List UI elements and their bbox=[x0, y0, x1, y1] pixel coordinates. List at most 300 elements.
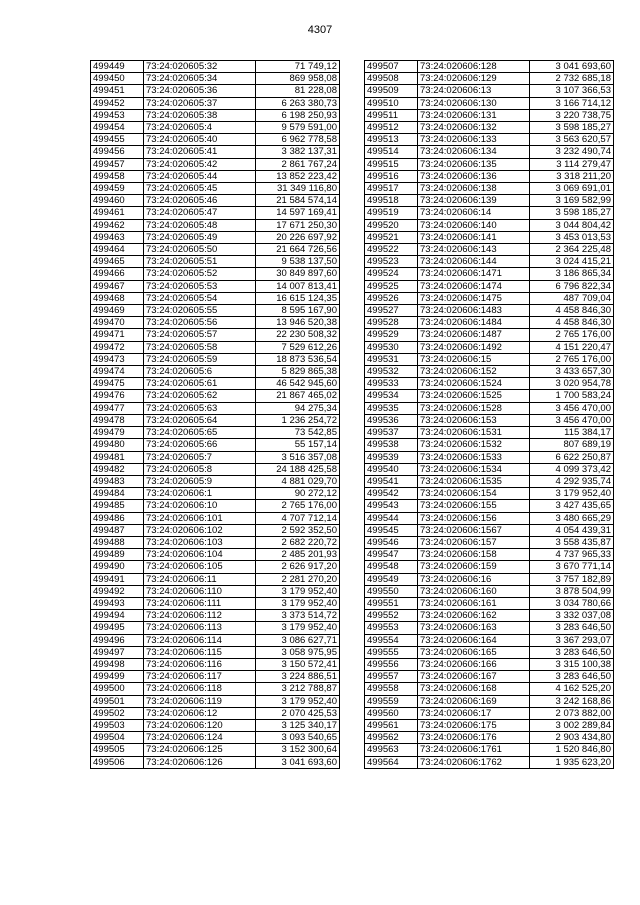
table-row bbox=[365, 427, 614, 439]
row-number: 499518 bbox=[365, 195, 418, 207]
row-number: 499472 bbox=[91, 341, 144, 353]
cadastral-value: 2 861 767,24 bbox=[256, 158, 340, 170]
cadastral-number: 73:24:020606:114 bbox=[144, 634, 256, 646]
cadastral-number: 73:24:020606:136 bbox=[418, 170, 530, 182]
cadastral-value: 3 453 013,53 bbox=[530, 231, 614, 243]
table-row bbox=[365, 244, 614, 256]
cadastral-number: 73:24:020605:37 bbox=[144, 97, 256, 109]
table-row bbox=[91, 109, 340, 121]
table-row bbox=[365, 183, 614, 195]
table-row bbox=[365, 170, 614, 182]
table-row bbox=[91, 536, 340, 548]
row-number: 499458 bbox=[91, 170, 144, 182]
table-row bbox=[91, 73, 340, 85]
cadastral-value: 807 689,19 bbox=[530, 439, 614, 451]
row-number: 499532 bbox=[365, 366, 418, 378]
table-row bbox=[365, 256, 614, 268]
table-row bbox=[91, 658, 340, 670]
table-row bbox=[365, 97, 614, 109]
cadastral-number: 73:24:020606:154 bbox=[418, 488, 530, 500]
row-number: 499558 bbox=[365, 683, 418, 695]
table-row bbox=[365, 329, 614, 341]
row-number: 499479 bbox=[91, 427, 144, 439]
row-number: 499556 bbox=[365, 658, 418, 670]
row-number: 499477 bbox=[91, 402, 144, 414]
cadastral-value: 3 024 415,21 bbox=[530, 256, 614, 268]
cadastral-number: 73:24:020606:118 bbox=[144, 683, 256, 695]
cadastral-number: 73:24:020606:117 bbox=[144, 671, 256, 683]
cadastral-number: 73:24:020606:16 bbox=[418, 573, 530, 585]
row-number: 499465 bbox=[91, 256, 144, 268]
cadastral-number: 73:24:020605:6 bbox=[144, 366, 256, 378]
cadastral-value: 9 538 137,50 bbox=[256, 256, 340, 268]
cadastral-value: 869 958,08 bbox=[256, 73, 340, 85]
cadastral-value: 3 179 952,40 bbox=[256, 597, 340, 609]
row-number: 499488 bbox=[91, 536, 144, 548]
table-row bbox=[91, 353, 340, 365]
cadastral-value: 3 093 540,65 bbox=[256, 732, 340, 744]
row-number: 499498 bbox=[91, 658, 144, 670]
cadastral-number: 73:24:020606:1492 bbox=[418, 341, 530, 353]
row-number: 499526 bbox=[365, 292, 418, 304]
cadastral-number: 73:24:020606:113 bbox=[144, 622, 256, 634]
cadastral-number: 73:24:020606:1534 bbox=[418, 463, 530, 475]
cadastral-number: 73:24:020606:155 bbox=[418, 500, 530, 512]
cadastral-value: 7 529 612,26 bbox=[256, 341, 340, 353]
cadastral-value: 21 584 574,14 bbox=[256, 195, 340, 207]
cadastral-number: 73:24:020605:62 bbox=[144, 390, 256, 402]
table-row bbox=[91, 683, 340, 695]
table-row bbox=[91, 244, 340, 256]
cadastral-number: 73:24:020606:102 bbox=[144, 524, 256, 536]
row-number: 499549 bbox=[365, 573, 418, 585]
cadastral-value: 4 151 220,47 bbox=[530, 341, 614, 353]
table-row bbox=[91, 512, 340, 524]
cadastral-value: 46 542 945,60 bbox=[256, 378, 340, 390]
row-number: 499509 bbox=[365, 85, 418, 97]
cadastral-value: 115 384,17 bbox=[530, 427, 614, 439]
cadastral-number: 73:24:020606:1483 bbox=[418, 305, 530, 317]
cadastral-number: 73:24:020605:58 bbox=[144, 341, 256, 353]
cadastral-number: 73:24:020606:1535 bbox=[418, 475, 530, 487]
table-row bbox=[365, 744, 614, 756]
cadastral-number: 73:24:020606:175 bbox=[418, 719, 530, 731]
table-row bbox=[91, 366, 340, 378]
cadastral-value: 3 020 954,78 bbox=[530, 378, 614, 390]
cadastral-value: 3 670 771,14 bbox=[530, 561, 614, 573]
cadastral-number: 73:24:020606:132 bbox=[418, 122, 530, 134]
cadastral-value: 18 873 536,54 bbox=[256, 353, 340, 365]
row-number: 499467 bbox=[91, 280, 144, 292]
row-number: 499483 bbox=[91, 475, 144, 487]
cadastral-value: 3 480 665,29 bbox=[530, 512, 614, 524]
cadastral-value: 4 292 935,74 bbox=[530, 475, 614, 487]
row-number: 499490 bbox=[91, 561, 144, 573]
cadastral-number: 73:24:020606:103 bbox=[144, 536, 256, 548]
cadastral-number: 73:24:020606:105 bbox=[144, 561, 256, 573]
table-row bbox=[91, 646, 340, 658]
row-number: 499517 bbox=[365, 183, 418, 195]
cadastral-value: 6 198 250,93 bbox=[256, 109, 340, 121]
cadastral-number: 73:24:020606:128 bbox=[418, 61, 530, 73]
table-row bbox=[91, 597, 340, 609]
row-number: 499486 bbox=[91, 512, 144, 524]
cadastral-value: 9 579 591,00 bbox=[256, 122, 340, 134]
table-row bbox=[365, 280, 614, 292]
row-number: 499511 bbox=[365, 109, 418, 121]
cadastral-number: 73:24:020606:120 bbox=[144, 719, 256, 731]
cadastral-value: 3 373 514,72 bbox=[256, 610, 340, 622]
table-row bbox=[91, 500, 340, 512]
table-row bbox=[365, 134, 614, 146]
cadastral-number: 73:24:020606:1525 bbox=[418, 390, 530, 402]
table-row bbox=[91, 280, 340, 292]
cadastral-number: 73:24:020606:125 bbox=[144, 744, 256, 756]
cadastral-value: 2 281 270,20 bbox=[256, 573, 340, 585]
cadastral-value: 3 169 582,99 bbox=[530, 195, 614, 207]
cadastral-number: 73:24:020605:64 bbox=[144, 414, 256, 426]
row-number: 499559 bbox=[365, 695, 418, 707]
cadastral-value: 4 707 712,14 bbox=[256, 512, 340, 524]
cadastral-number: 73:24:020606:156 bbox=[418, 512, 530, 524]
table-row bbox=[91, 329, 340, 341]
table-row bbox=[91, 219, 340, 231]
cadastral-number: 73:24:020605:47 bbox=[144, 207, 256, 219]
table-body-right bbox=[365, 61, 614, 769]
cadastral-value: 31 349 116,80 bbox=[256, 183, 340, 195]
row-number: 499461 bbox=[91, 207, 144, 219]
cadastral-number: 73:24:020606:11 bbox=[144, 573, 256, 585]
cadastral-value: 3 283 646,50 bbox=[530, 646, 614, 658]
cadastral-number: 73:24:020606:164 bbox=[418, 634, 530, 646]
row-number: 499494 bbox=[91, 610, 144, 622]
table-row bbox=[365, 634, 614, 646]
cadastral-value: 4 458 846,30 bbox=[530, 317, 614, 329]
cadastral-value: 5 829 865,38 bbox=[256, 366, 340, 378]
table-row bbox=[365, 463, 614, 475]
cadastral-value: 24 188 425,58 bbox=[256, 463, 340, 475]
cadastral-number: 73:24:020606:1531 bbox=[418, 427, 530, 439]
table-row bbox=[91, 256, 340, 268]
cadastral-value: 17 671 250,30 bbox=[256, 219, 340, 231]
cadastral-value: 2 592 352,50 bbox=[256, 524, 340, 536]
row-number: 499450 bbox=[91, 73, 144, 85]
cadastral-value: 3 283 646,50 bbox=[530, 671, 614, 683]
cadastral-value: 3 125 340,17 bbox=[256, 719, 340, 731]
table-row bbox=[91, 695, 340, 707]
table-row bbox=[365, 390, 614, 402]
row-number: 499525 bbox=[365, 280, 418, 292]
page-number: 4307 bbox=[307, 24, 333, 36]
row-number: 499563 bbox=[365, 744, 418, 756]
cadastral-value: 3 242 168,86 bbox=[530, 695, 614, 707]
row-number: 499451 bbox=[91, 85, 144, 97]
row-number: 499548 bbox=[365, 561, 418, 573]
table-row bbox=[365, 658, 614, 670]
row-number: 499463 bbox=[91, 231, 144, 243]
table-row bbox=[365, 549, 614, 561]
cadastral-number: 73:24:020606:13 bbox=[418, 85, 530, 97]
cadastral-value: 1 700 583,24 bbox=[530, 390, 614, 402]
table-row bbox=[91, 122, 340, 134]
table-row bbox=[91, 317, 340, 329]
row-number: 499529 bbox=[365, 329, 418, 341]
row-number: 499454 bbox=[91, 122, 144, 134]
cadastral-number: 73:24:020605:9 bbox=[144, 475, 256, 487]
register-table-right bbox=[364, 60, 614, 769]
row-number: 499507 bbox=[365, 61, 418, 73]
row-number: 499538 bbox=[365, 439, 418, 451]
row-number: 499515 bbox=[365, 158, 418, 170]
table-row bbox=[365, 646, 614, 658]
row-number: 499500 bbox=[91, 683, 144, 695]
table-body-left bbox=[91, 61, 340, 769]
cadastral-value: 8 595 167,90 bbox=[256, 305, 340, 317]
cadastral-value: 4 881 029,70 bbox=[256, 475, 340, 487]
cadastral-number: 73:24:020605:8 bbox=[144, 463, 256, 475]
table-row bbox=[91, 268, 340, 280]
cadastral-number: 73:24:020606:158 bbox=[418, 549, 530, 561]
cadastral-value: 3 232 490,74 bbox=[530, 146, 614, 158]
cadastral-number: 73:24:020606:112 bbox=[144, 610, 256, 622]
cadastral-number: 73:24:020605:65 bbox=[144, 427, 256, 439]
cadastral-number: 73:24:020605:40 bbox=[144, 134, 256, 146]
cadastral-number: 73:24:020606:160 bbox=[418, 585, 530, 597]
cadastral-value: 3 186 865,34 bbox=[530, 268, 614, 280]
register-table-left bbox=[90, 60, 340, 769]
table-row bbox=[365, 341, 614, 353]
cadastral-value: 3 283 646,50 bbox=[530, 622, 614, 634]
cadastral-number: 73:24:020606:168 bbox=[418, 683, 530, 695]
cadastral-value: 3 166 714,12 bbox=[530, 97, 614, 109]
row-number: 499506 bbox=[91, 756, 144, 768]
table-row bbox=[91, 439, 340, 451]
table-row bbox=[365, 85, 614, 97]
cadastral-value: 2 682 220,72 bbox=[256, 536, 340, 548]
row-number: 499471 bbox=[91, 329, 144, 341]
cadastral-number: 73:24:020606:135 bbox=[418, 158, 530, 170]
table-row bbox=[365, 268, 614, 280]
cadastral-number: 73:24:020605:38 bbox=[144, 109, 256, 121]
row-number: 499562 bbox=[365, 732, 418, 744]
row-number: 499523 bbox=[365, 256, 418, 268]
cadastral-number: 73:24:020606:1528 bbox=[418, 402, 530, 414]
table-row bbox=[91, 414, 340, 426]
cadastral-value: 3 152 300,64 bbox=[256, 744, 340, 756]
table-row bbox=[91, 341, 340, 353]
cadastral-number: 73:24:020606:144 bbox=[418, 256, 530, 268]
cadastral-number: 73:24:020605:51 bbox=[144, 256, 256, 268]
cadastral-value: 21 664 726,56 bbox=[256, 244, 340, 256]
cadastral-value: 3 318 211,20 bbox=[530, 170, 614, 182]
row-number: 499564 bbox=[365, 756, 418, 768]
row-number: 499516 bbox=[365, 170, 418, 182]
table-row bbox=[365, 439, 614, 451]
cadastral-number: 73:24:020605:66 bbox=[144, 439, 256, 451]
cadastral-value: 6 796 822,34 bbox=[530, 280, 614, 292]
row-number: 499466 bbox=[91, 268, 144, 280]
cadastral-number: 73:24:020605:7 bbox=[144, 451, 256, 463]
row-number: 499553 bbox=[365, 622, 418, 634]
cadastral-number: 73:24:020606:126 bbox=[144, 756, 256, 768]
table-row bbox=[365, 597, 614, 609]
table-row bbox=[91, 305, 340, 317]
table-row bbox=[365, 378, 614, 390]
table-row bbox=[365, 146, 614, 158]
table-row bbox=[91, 573, 340, 585]
cadastral-value: 3 179 952,40 bbox=[256, 695, 340, 707]
cadastral-number: 73:24:020606:1475 bbox=[418, 292, 530, 304]
table-row bbox=[91, 170, 340, 182]
table-row bbox=[365, 73, 614, 85]
row-number: 499557 bbox=[365, 671, 418, 683]
row-number: 499520 bbox=[365, 219, 418, 231]
table-row bbox=[91, 207, 340, 219]
table-row bbox=[91, 549, 340, 561]
row-number: 499482 bbox=[91, 463, 144, 475]
cadastral-value: 1 236 254,72 bbox=[256, 414, 340, 426]
table-row bbox=[365, 122, 614, 134]
row-number: 499524 bbox=[365, 268, 418, 280]
cadastral-value: 13 852 223,42 bbox=[256, 170, 340, 182]
cadastral-number: 73:24:020605:61 bbox=[144, 378, 256, 390]
table-row bbox=[91, 183, 340, 195]
row-number: 499546 bbox=[365, 536, 418, 548]
cadastral-number: 73:24:020606:111 bbox=[144, 597, 256, 609]
row-number: 499544 bbox=[365, 512, 418, 524]
cadastral-number: 73:24:020606:1474 bbox=[418, 280, 530, 292]
row-number: 499503 bbox=[91, 719, 144, 731]
table-row bbox=[91, 524, 340, 536]
row-number: 499487 bbox=[91, 524, 144, 536]
cadastral-value: 2 903 434,80 bbox=[530, 732, 614, 744]
cadastral-value: 3 041 693,60 bbox=[256, 756, 340, 768]
cadastral-number: 73:24:020606:1567 bbox=[418, 524, 530, 536]
row-number: 499530 bbox=[365, 341, 418, 353]
table-row bbox=[91, 732, 340, 744]
cadastral-value: 14 007 813,41 bbox=[256, 280, 340, 292]
cadastral-value: 4 737 965,33 bbox=[530, 549, 614, 561]
table-row bbox=[91, 231, 340, 243]
row-number: 499508 bbox=[365, 73, 418, 85]
cadastral-value: 13 946 520,38 bbox=[256, 317, 340, 329]
cadastral-value: 1 935 623,20 bbox=[530, 756, 614, 768]
cadastral-value: 3 563 620,57 bbox=[530, 134, 614, 146]
table-row bbox=[91, 463, 340, 475]
cadastral-number: 73:24:020606:1533 bbox=[418, 451, 530, 463]
cadastral-value: 2 485 201,93 bbox=[256, 549, 340, 561]
table-row bbox=[365, 561, 614, 573]
cadastral-number: 73:24:020606:110 bbox=[144, 585, 256, 597]
table-row bbox=[91, 402, 340, 414]
cadastral-value: 3 041 693,60 bbox=[530, 61, 614, 73]
row-number: 499539 bbox=[365, 451, 418, 463]
cadastral-number: 73:24:020605:46 bbox=[144, 195, 256, 207]
row-number: 499480 bbox=[91, 439, 144, 451]
cadastral-number: 73:24:020606:17 bbox=[418, 707, 530, 719]
row-number: 499512 bbox=[365, 122, 418, 134]
row-number: 499453 bbox=[91, 109, 144, 121]
table-row bbox=[365, 732, 614, 744]
cadastral-number: 73:24:020606:163 bbox=[418, 622, 530, 634]
cadastral-number: 73:24:020606:104 bbox=[144, 549, 256, 561]
row-number: 499554 bbox=[365, 634, 418, 646]
row-number: 499499 bbox=[91, 671, 144, 683]
row-number: 499543 bbox=[365, 500, 418, 512]
table-row bbox=[91, 707, 340, 719]
cadastral-number: 73:24:020606:134 bbox=[418, 146, 530, 158]
cadastral-number: 73:24:020605:56 bbox=[144, 317, 256, 329]
row-number: 499468 bbox=[91, 292, 144, 304]
row-number: 499495 bbox=[91, 622, 144, 634]
cadastral-value: 2 070 425,53 bbox=[256, 707, 340, 719]
row-number: 499504 bbox=[91, 732, 144, 744]
cadastral-number: 73:24:020606:1471 bbox=[418, 268, 530, 280]
table-row bbox=[365, 61, 614, 73]
cadastral-value: 3 107 366,53 bbox=[530, 85, 614, 97]
cadastral-number: 73:24:020606:176 bbox=[418, 732, 530, 744]
cadastral-value: 4 162 525,20 bbox=[530, 683, 614, 695]
cadastral-number: 73:24:020605:59 bbox=[144, 353, 256, 365]
row-number: 499510 bbox=[365, 97, 418, 109]
row-number: 499473 bbox=[91, 353, 144, 365]
row-number: 499497 bbox=[91, 646, 144, 658]
cadastral-value: 3 034 780,66 bbox=[530, 597, 614, 609]
cadastral-number: 73:24:020606:15 bbox=[418, 353, 530, 365]
cadastral-value: 20 226 697,92 bbox=[256, 231, 340, 243]
cadastral-value: 3 456 470,00 bbox=[530, 402, 614, 414]
cadastral-value: 22 230 508,32 bbox=[256, 329, 340, 341]
cadastral-number: 73:24:020605:50 bbox=[144, 244, 256, 256]
cadastral-value: 3 433 657,30 bbox=[530, 366, 614, 378]
cadastral-number: 73:24:020605:57 bbox=[144, 329, 256, 341]
table-row bbox=[365, 524, 614, 536]
cadastral-number: 73:24:020605:45 bbox=[144, 183, 256, 195]
table-row bbox=[365, 756, 614, 768]
cadastral-number: 73:24:020606:1761 bbox=[418, 744, 530, 756]
table-row bbox=[91, 488, 340, 500]
cadastral-number: 73:24:020606:131 bbox=[418, 109, 530, 121]
table-row bbox=[365, 219, 614, 231]
table-row bbox=[91, 61, 340, 73]
row-number: 499519 bbox=[365, 207, 418, 219]
cadastral-value: 2 626 917,20 bbox=[256, 561, 340, 573]
row-number: 499452 bbox=[91, 97, 144, 109]
cadastral-value: 3 757 182,89 bbox=[530, 573, 614, 585]
table-row bbox=[365, 573, 614, 585]
table-row bbox=[365, 305, 614, 317]
cadastral-number: 73:24:020606:101 bbox=[144, 512, 256, 524]
row-number: 499560 bbox=[365, 707, 418, 719]
cadastral-number: 73:24:020606:138 bbox=[418, 183, 530, 195]
table-row bbox=[365, 683, 614, 695]
cadastral-number: 73:24:020606:1484 bbox=[418, 317, 530, 329]
row-number: 499493 bbox=[91, 597, 144, 609]
cadastral-number: 73:24:020605:4 bbox=[144, 122, 256, 134]
row-number: 499514 bbox=[365, 146, 418, 158]
table-row bbox=[365, 707, 614, 719]
row-number: 499550 bbox=[365, 585, 418, 597]
cadastral-value: 487 709,04 bbox=[530, 292, 614, 304]
row-number: 499492 bbox=[91, 585, 144, 597]
cadastral-value: 3 558 435,87 bbox=[530, 536, 614, 548]
row-number: 499561 bbox=[365, 719, 418, 731]
cadastral-value: 3 069 691,01 bbox=[530, 183, 614, 195]
cadastral-value: 6 622 250,87 bbox=[530, 451, 614, 463]
row-number: 499489 bbox=[91, 549, 144, 561]
table-row bbox=[91, 292, 340, 304]
cadastral-number: 73:24:020606:153 bbox=[418, 414, 530, 426]
